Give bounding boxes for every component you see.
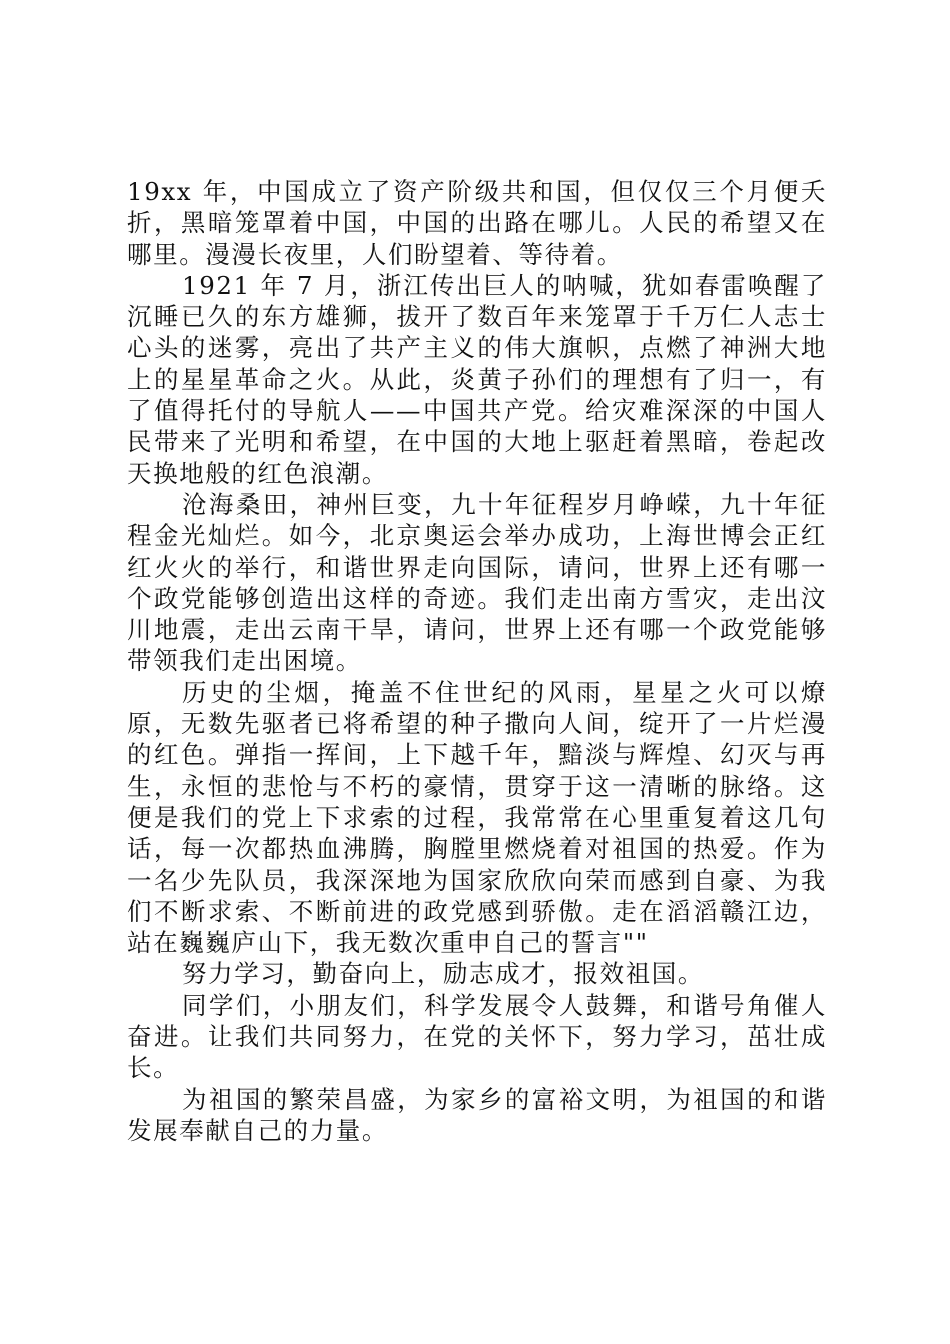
paragraph-3: 沧海桑田，神州巨变，九十年征程岁月峥嵘，九十年征程金光灿烂。如今，北京奥运会举办成功，上海世博会正红红火火的举行，和谐世界走向国际，请问，世界上还有哪一个政党能够创造出这样的奇迹。我们走出南方雪灾，走出汶川地震，走出云南干旱，请问，世界上还有哪一个政党能够带领我们走出困境。 [127,489,827,676]
paragraph-2: 1921 年 7 月，浙江传出巨人的呐喊，犹如春雷唤醒了沉睡已久的东方雄狮，拔开了数百年来笼罩于千万仁人志士心头的迷雾，亮出了共产主义的伟大旗帜，点燃了神洲大地上的星星革命之火。从此，炎黄子孙们的理想有了归一，有了值得托付的导航人——中国共产党。给灾难深深的中国人民带来了光明和希望，在中国的大地上驱赶着黑暗，卷起改天换地般的红色浪潮。 [127,270,827,488]
paragraph-5: 努力学习，勤奋向上，励志成才，报效祖国。 [182,959,704,989]
paragraph-1: 19xx 年，中国成立了资产阶级共和国，但仅仅三个月便夭折，黑暗笼罩着中国，中国的出路在哪儿。人民的希望又在哪里。漫漫长夜里，人们盼望着、等待着。 [127,177,827,269]
paragraph-6: 同学们，小朋友们，科学发展令人鼓舞，和谐号角催人奋进。让我们共同努力，在党的关怀下，努力学习，茁壮成长。 [127,990,827,1083]
document-body [127,176,827,1146]
paragraph-4: 历史的尘烟，掩盖不住世纪的风雨，星星之火可以燎原，无数先驱者已将希望的种子撒向人间，绽开了一片烂漫的红色。弹指一挥间，上下越千年，黯淡与辉煌、幻灭与再生，永恒的悲怆与不朽的豪情，贯穿于这一清晰的脉络。这便是我们的党上下求索的过程，我常常在心里重复着这几句话，每一次都热血沸腾，胸膛里燃烧着对祖国的热爱。作为一名少先队员，我深深地为国家欣欣向荣而感到自豪、为我们不断求索、不断前进的政党感到骄傲。走在滔滔赣江边，站在巍巍庐山下，我无数次重申自己的誓言"" [127,677,827,958]
paragraph-7: 为祖国的繁荣昌盛，为家乡的富裕文明，为祖国的和谐发展奉献自己的力量。 [127,1084,827,1145]
